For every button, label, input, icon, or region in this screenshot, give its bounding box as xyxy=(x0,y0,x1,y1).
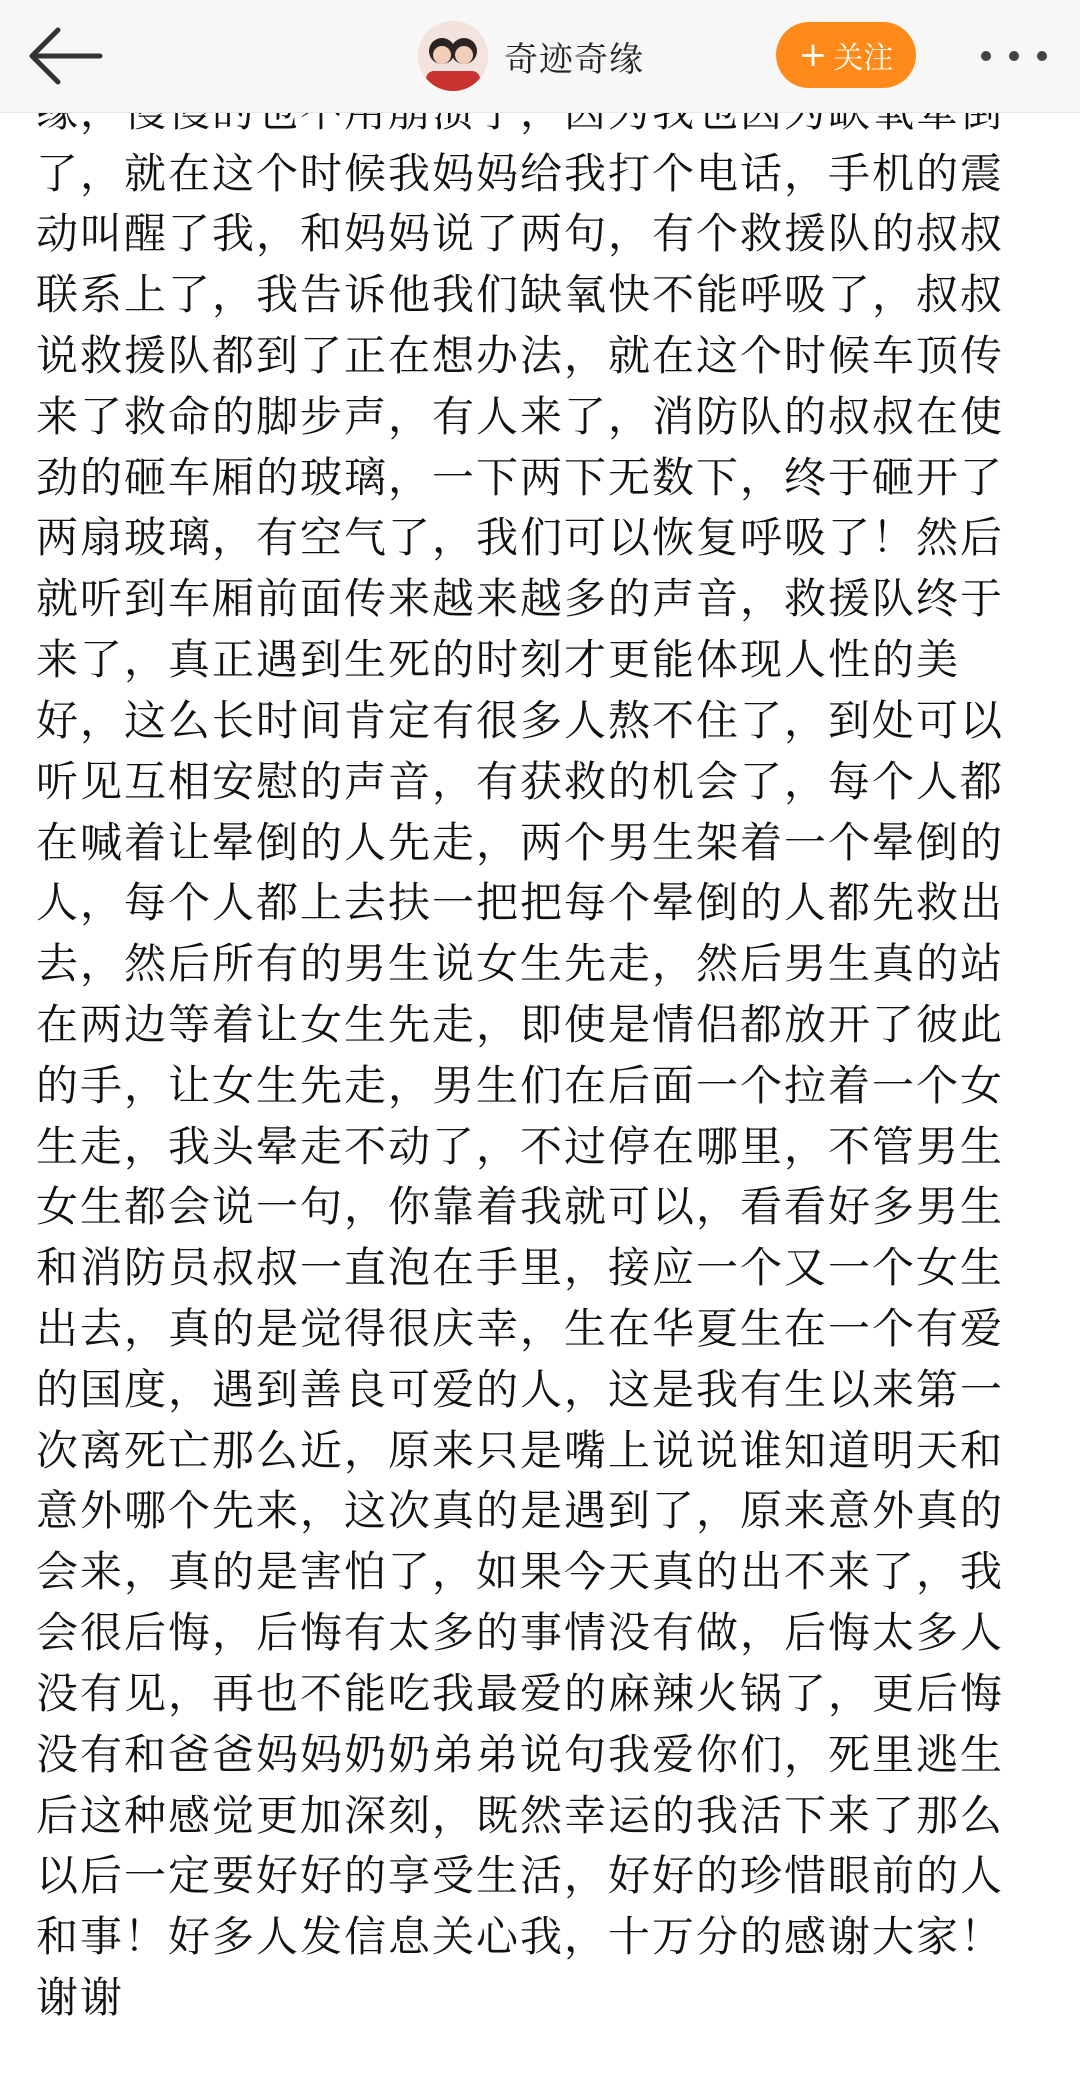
back-button[interactable] xyxy=(22,18,106,94)
post-line: 没有和爸爸妈妈奶奶弟弟说句我爱你们，死里逃生 xyxy=(36,1730,1005,1779)
post-line: 听见互相安慰的声音，有获救的机会了，每个人都 xyxy=(36,757,1005,806)
post-line: 生走，我头晕走不动了，不过停在哪里，不管男生 xyxy=(36,1122,1005,1171)
post-line: 在两边等着让女生先走，即使是情侣都放开了彼此 xyxy=(36,1000,1005,1049)
post-line: 来了，真正遇到生死的时刻才更能体现人性的美 xyxy=(36,635,961,684)
post-line: 会很后悔，后悔有太多的事情没有做，后悔太多人 xyxy=(36,1608,1005,1657)
post-line: 没有见，再也不能吃我最爱的麻辣火锅了，更后悔 xyxy=(36,1669,1005,1718)
post-line: 出去，真的是觉得很庆幸，生在华夏生在一个有爱 xyxy=(36,1304,1005,1353)
username[interactable]: 奇迹奇缘 xyxy=(504,39,644,80)
post-line: 人，每个人都上去扶一把把每个晕倒的人都先救出 xyxy=(36,878,1005,927)
post-line: 好，这么长时间肯定有很多人熬不住了，到处可以 xyxy=(36,696,1005,745)
post-line: 了，就在这个时候我妈妈给我打个电话，手机的震 xyxy=(36,149,1005,198)
post-line: 后这种感觉更加深刻，既然幸运的我活下来了那么 xyxy=(36,1791,1005,1840)
post-line: 以后一定要好好的享受生活，好好的珍惜眼前的人 xyxy=(36,1851,1005,1900)
follow-label: 关注 xyxy=(833,41,894,76)
post-line: 联系上了，我告诉他我们缺氧快不能呼吸了，叔叔 xyxy=(36,270,1005,319)
post-line: 劲的砸车厢的玻璃，一下两下无数下，终于砸开了 xyxy=(36,453,1005,502)
post-line: 谢谢 xyxy=(36,1973,125,2022)
post-line: 动叫醒了我，和妈妈说了两句，有个救援队的叔叔 xyxy=(36,209,1005,258)
post-line: 来了救命的脚步声，有人来了，消防队的叔叔在使 xyxy=(36,392,1005,441)
arrow-left-icon xyxy=(24,26,104,86)
post-line: 两扇玻璃，有空气了，我们可以恢复呼吸了！然后 xyxy=(36,513,1005,562)
follow-button[interactable] xyxy=(776,22,916,88)
post-line: 和消防员叔叔一直泡在手里，接应一个又一个女生 xyxy=(36,1243,1005,1292)
post-line: 的手，让女生先走，男生们在后面一个拉着一个女 xyxy=(36,1061,1005,1110)
post-line: 就听到车厢前面传来越来越多的声音，救援队终于 xyxy=(36,574,1005,623)
post-line: 意外哪个先来，这次真的是遇到了，原来意外真的 xyxy=(36,1486,1005,1535)
user-info[interactable] xyxy=(418,18,644,94)
top-bar xyxy=(0,0,1080,113)
post-line: 的国度，遇到善良可爱的人，这是我有生以来第一 xyxy=(36,1365,1005,1414)
post-line: 会来，真的是害怕了，如果今天真的出不来了，我 xyxy=(36,1547,1005,1596)
post-line: 和事！好多人发信息关心我，十万分的感谢大家！ xyxy=(36,1912,1005,1961)
post-line: 去，然后所有的男生说女生先走，然后男生真的站 xyxy=(36,939,1005,988)
post-line: 在喊着让晕倒的人先走，两个男生架着一个晕倒的 xyxy=(36,818,1005,867)
post-line: 次离死亡那么近，原来只是嘴上说说谁知道明天和 xyxy=(36,1426,1005,1475)
post-line: 说救援队都到了正在想办法，就在这个时候车顶传 xyxy=(36,331,1005,380)
plus-icon: + xyxy=(798,35,828,75)
more-dots-icon xyxy=(974,46,1054,66)
more-button[interactable] xyxy=(966,26,1062,86)
post-line: 女生都会说一句，你靠着我就可以，看看好多男生 xyxy=(36,1182,1005,1231)
avatar[interactable] xyxy=(418,21,488,91)
